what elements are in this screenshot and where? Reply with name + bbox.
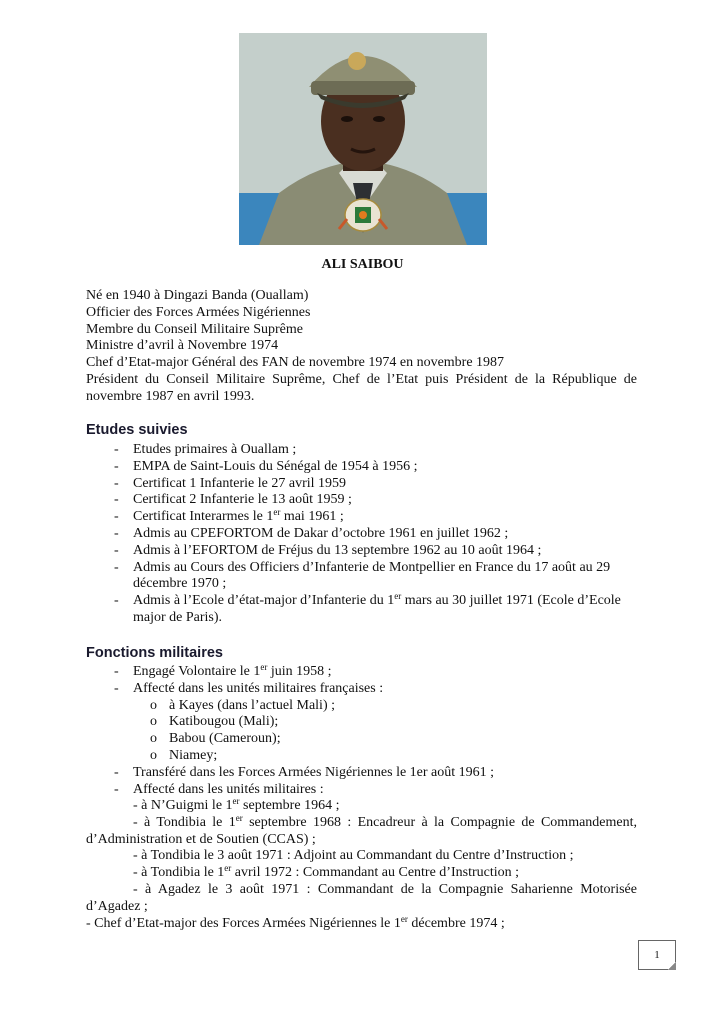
page-number: 1 [638,940,676,970]
affectation-line: - Chef d’Etat-major des Forces Armées Nigériennes le 1er décembre 1974 ; [86,913,505,931]
list-item: - Transféré dans les Forces Armées Nigériennes le 1er août 1961 ; [114,764,495,780]
sublist-item: o Katibougou (Mali); [150,714,279,730]
list-item: - EMPA de Saint-Louis du Sénégal de 1954 à 1956 ; [114,458,418,474]
list-item: - Admis au CPEFORTOM de Dakar d’octobre 1961 en juillet 1962 ; [114,525,509,541]
list-item: - Affecté dans les unités militaires françaises : o à Kayes (dans l’actuel Mali) ; o Katibougou (Mali); o Babou (Cameroun); o Niamey; [86,681,637,765]
portrait-illustration [239,33,487,245]
affectation-line: - à Agadez le 3 août 1971 : Commandant de la Compagnie Saharienne Motorisée d’Agadez ; [86,881,637,914]
portrait-photo [239,33,487,245]
list-item: - Engagé Volontaire le 1er juin 1958 ; [114,662,332,679]
list-item: - Certificat 1 Infanterie le 27 avril 1959 [114,475,347,491]
intro-line: Né en 1940 à Dingazi Banda (Ouallam) [86,288,309,303]
fonctions-list [86,664,637,798]
affectation-line: - à N’Guigmi le 1er septembre 1964 ; [133,796,340,813]
intro-line: Membre du Conseil Militaire Suprême [86,321,303,337]
sublist-item: o à Kayes (dans l’actuel Mali) ; [150,697,335,713]
affectations-block [86,798,637,932]
list-item: - Admis à l’EFORTOM de Fréjus du 13 septembre 1962 au 10 août 1964 ; [114,542,542,558]
section-heading-fonctions: Fonctions militaires [86,645,223,661]
sublist-item: o Babou (Cameroun); [150,731,281,747]
affectation-line: - à Tondibia le 1er avril 1972 : Commandant au Centre d’Instruction ; [133,863,520,881]
intro-line: Chef d’Etat-major Général des FAN de novembre 1974 en novembre 1987 [86,355,505,371]
list-item: - Certificat Interarmes le 1er mai 1961 ; [114,507,344,525]
affectation-line: - à Tondibia le 1er septembre 1968 : Encadreur à la Compagnie de Commandement, d’Administration et de Soutien (CCAS) ; [86,812,637,847]
list-item: - Admis à l’Ecole d’état-major d’Infanterie du 1er mars au 30 juillet 1971 (Ecole d’Ecole major de Paris). [114,591,621,625]
affectation-line: - à Tondibia le 3 août 1971 : Adjoint au Commandant du Centre d’Instruction ; [133,848,574,864]
intro-line: Ministre d’avril à Novembre 1974 [86,338,279,354]
list-item: - Admis au Cours des Officiers d’Infanterie de Montpellier en France du 17 août au 29 décembre 1970 ; [114,559,611,592]
section-heading-etudes: Etudes suivies [86,422,188,438]
intro-line: Président du Conseil Militaire Suprême, Chef de l’Etat puis Président de la République de novembre 1987 en avril 1993. [86,371,637,404]
list-item: - Etudes primaires à Ouallam ; [114,442,297,457]
etudes-list [86,442,637,627]
intro-line: Officier des Forces Armées Nigériennes [86,304,311,320]
intro-block [86,288,637,406]
page-title: ALI SAIBOU [321,257,404,272]
sublist-item: o Niamey; [150,747,218,763]
places-sublist [86,698,637,765]
list-item: - Affecté dans les unités militaires : [114,781,324,797]
list-item: - Certificat 2 Infanterie le 13 août 1959 ; [114,492,352,508]
